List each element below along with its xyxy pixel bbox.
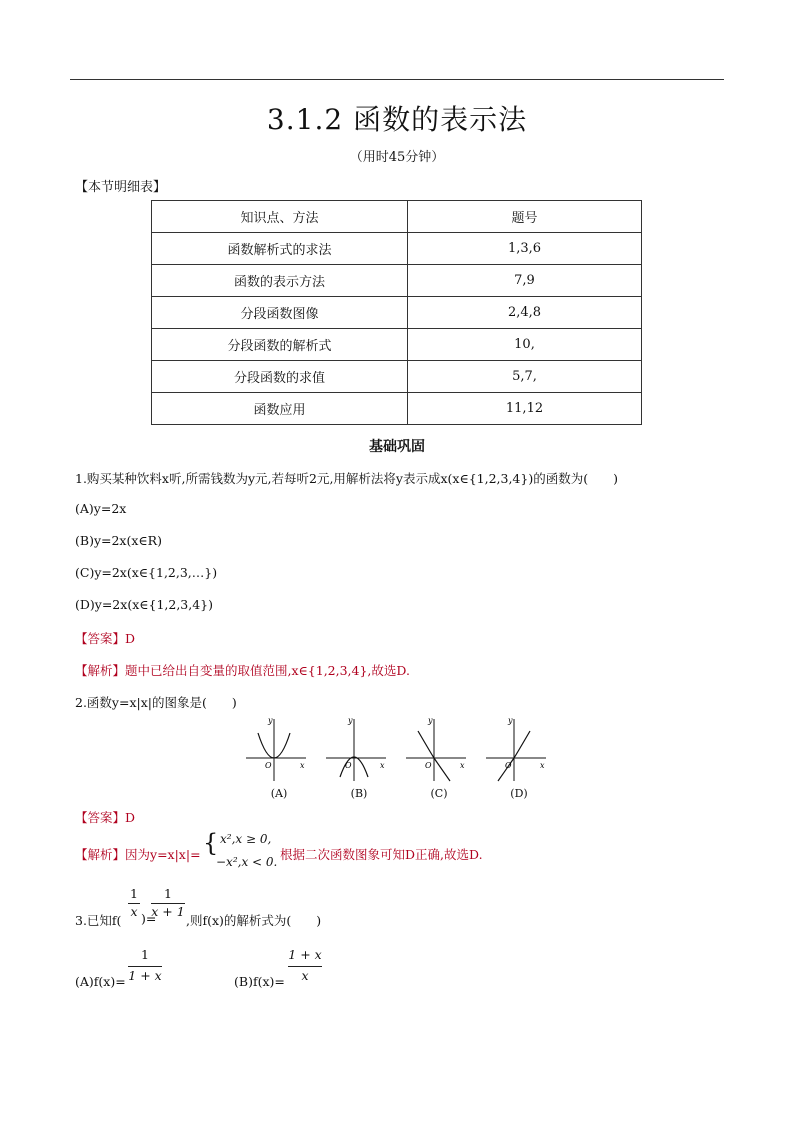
table-row [152, 297, 642, 329]
graph-option-c[interactable] [404, 715, 474, 800]
q3-frac-denominator: x + 1 [151, 904, 185, 919]
origin-label: O [345, 761, 352, 770]
q2-analysis [75, 845, 201, 863]
table-row [152, 265, 642, 297]
section-heading: 基础巩固 [369, 439, 425, 455]
table-header-cell: 题号 [408, 201, 642, 233]
table-cell: 2,4,8 [408, 297, 642, 329]
graph-option-b[interactable] [324, 715, 394, 800]
table-cell: 11,12 [408, 393, 642, 425]
piecewise-case-2: −x²,x < 0. [216, 855, 278, 869]
analysis-post: 根据二次函数图象可知D正确,故选D. [280, 847, 483, 862]
graph-a-plot [244, 715, 314, 783]
q1-option-b: (B)y=2x(x∈R) [75, 533, 162, 548]
q3-stem-pre: 3.已知f( [75, 913, 122, 928]
q1-option-d: (D)y=2x(x∈{1,2,3,4}) [75, 597, 214, 612]
analysis-tag: 【解析】 [75, 847, 126, 862]
section-label: 【本节明细表】 [75, 180, 167, 195]
piecewise-case-1: x²,x ≥ 0, [220, 832, 272, 846]
q3-inner-numerator: 1 [130, 886, 138, 901]
graph-b-plot [324, 715, 394, 783]
origin-label: O [505, 761, 512, 770]
q3-frac-numerator: 1 [164, 886, 172, 901]
table-cell: 函数解析式的求法 [152, 233, 408, 265]
graph-label: (C) [430, 787, 448, 800]
table-cell: 1,3,6 [408, 233, 642, 265]
table-cell: 分段函数的解析式 [152, 329, 408, 361]
q1-analysis [75, 661, 410, 679]
origin-label: O [265, 761, 272, 770]
analysis-text: 题中已给出自变量的取值范围,x∈{1,2,3,4},故选D. [125, 663, 410, 678]
page-subtitle: （用时45分钟） [349, 150, 445, 165]
piecewise-brace: { [203, 829, 219, 857]
fraction-bar [288, 966, 322, 967]
table-row [152, 361, 642, 393]
q3-stem-eq: )= [141, 911, 157, 926]
graph-label: (B) [350, 787, 368, 800]
q1-option-c: (C)y=2x(x∈{1,2,3,…}) [75, 565, 218, 580]
graph-option-a[interactable] [244, 715, 314, 800]
table-header-cell: 知识点、方法 [152, 201, 408, 233]
fraction-bar [128, 966, 162, 967]
q3-option-b: (B)f(x)= [234, 974, 285, 989]
table-row [152, 393, 642, 425]
table-header-row [152, 201, 642, 233]
table-cell: 分段函数图像 [152, 297, 408, 329]
table-cell: 7,9 [408, 265, 642, 297]
analysis-tag: 【解析】 [75, 663, 126, 678]
x-axis-label: x [460, 761, 465, 770]
table-row [152, 329, 642, 361]
q3-b-numerator: 1 + x [288, 947, 322, 962]
answer-tag: 【答案】 [75, 810, 126, 825]
q3-option-a: (A)f(x)= [75, 974, 126, 989]
x-axis-label: x [300, 761, 305, 770]
x-axis-label: x [540, 761, 545, 770]
table-cell: 函数应用 [152, 393, 408, 425]
y-axis-label: y [348, 716, 353, 725]
q3-a-numerator: 1 [141, 947, 149, 962]
q2-answer [75, 808, 135, 826]
page-title: 3.1.2 函数的表示法 [266, 103, 528, 136]
y-axis-label: y [268, 716, 273, 725]
answer-value: D [125, 810, 136, 825]
origin-label: O [425, 761, 432, 770]
graph-c-plot [404, 715, 474, 783]
analysis-pre: 因为y=x|x|= [125, 847, 201, 862]
q3-b-denominator: x [301, 968, 309, 983]
q3-a-denominator: 1 + x [128, 968, 162, 983]
y-axis-label: y [508, 716, 513, 725]
header-rule [70, 79, 724, 80]
q3-inner-denominator: x [130, 904, 138, 919]
table-row [152, 233, 642, 265]
q1-option-a: (A)y=2x [75, 501, 127, 516]
table-cell: 10, [408, 329, 642, 361]
x-axis-label: x [380, 761, 385, 770]
graph-option-d[interactable] [484, 715, 554, 800]
q1-stem: 1.购买某种饮料x听,所需钱数为y元,若每听2元,用解析法将y表示成x(x∈{1,2,3,4})的函数为( ) [75, 471, 618, 486]
q1-answer [75, 629, 135, 647]
knowledge-table [151, 200, 642, 425]
answer-value: D [125, 631, 136, 646]
graph-d-plot [484, 715, 554, 783]
y-axis-label: y [428, 716, 433, 725]
table-cell: 分段函数的求值 [152, 361, 408, 393]
q2-stem: 2.函数y=x|x|的图象是( ) [75, 695, 237, 710]
q2-graph-options [244, 715, 554, 800]
answer-tag: 【答案】 [75, 631, 126, 646]
table-cell: 函数的表示方法 [152, 265, 408, 297]
table-cell: 5,7, [408, 361, 642, 393]
graph-label: (A) [270, 787, 288, 800]
graph-label: (D) [510, 787, 528, 800]
q3-stem-post: ,则f(x)的解析式为( ) [186, 913, 322, 928]
